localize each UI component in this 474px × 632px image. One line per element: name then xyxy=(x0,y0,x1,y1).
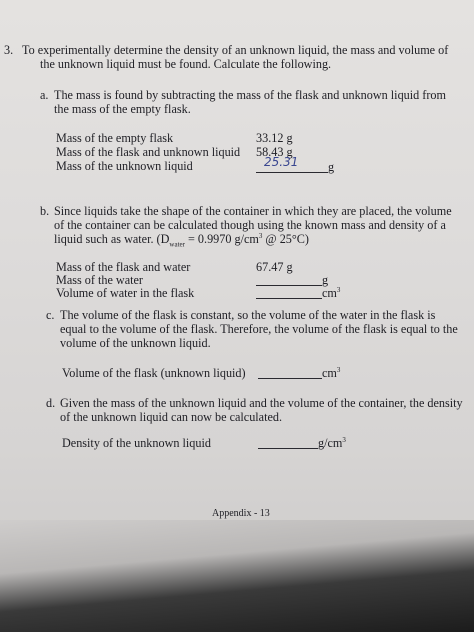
unit-water-mass: g xyxy=(322,273,329,287)
part-c-line3: volume of the unknown liquid. xyxy=(60,336,211,350)
part-b-line1: Since liquids take the shape of the container in which they are placed, the volume xyxy=(54,204,452,218)
part-d-line2: of the unknown liquid can now be calculated. xyxy=(60,410,283,424)
page-bottom-edge xyxy=(0,520,474,632)
handwritten-unknown-mass: 25.31 xyxy=(264,155,299,169)
page-footer: Appendix - 13 xyxy=(212,508,270,519)
question-intro-line1: To experimentally determine the density of an unknown liquid, the mass and volume of xyxy=(22,43,449,57)
part-b-line2: of the container can be calculated though using the known mass and density of a xyxy=(54,218,446,232)
part-b-letter: b. xyxy=(40,204,50,218)
part-c-line2: equal to the volume of the flask. Therefore, the volume of the flask is equal to the xyxy=(60,322,458,336)
question-intro-line2: the unknown liquid must be found. Calculate the following. xyxy=(40,57,332,71)
row-label-flask-unknown: Mass of the flask and unknown liquid xyxy=(56,145,241,159)
part-b-line3: liquid such as water. ($D_{water} = 0.9970$ $g/cm^3$ @ 25°C) xyxy=(54,231,309,249)
value-empty-flask: 33.12 g xyxy=(256,131,293,145)
part-c-letter: c. xyxy=(46,308,55,322)
row-label-empty-flask: Mass of the empty flask xyxy=(56,131,174,145)
unit-water-volume: $cm^3$ xyxy=(322,285,341,300)
part-c-line1: The volume of the flask is constant, so the volume of the water in the flask is xyxy=(60,308,436,322)
part-a-line2: the mass of the empty flask. xyxy=(54,102,191,116)
answer-blank-water-mass[interactable] xyxy=(256,273,322,286)
row-label-flask-volume: Volume of the flask (unknown liquid) xyxy=(62,366,246,380)
part-d-letter: d. xyxy=(46,396,56,410)
row-label-flask-water: Mass of the flask and water xyxy=(56,260,191,274)
value-flask-unknown: 58.43 g xyxy=(256,145,293,159)
row-label-unknown-liquid-mass: Mass of the unknown liquid xyxy=(56,159,193,173)
row-label-water-mass: Mass of the water xyxy=(56,273,143,287)
unit-density: $g/cm^3$ xyxy=(318,435,346,450)
unit-unknown-mass: g xyxy=(328,160,335,174)
answer-blank-water-volume[interactable] xyxy=(256,286,322,299)
value-flask-water: 67.47 g xyxy=(256,260,293,274)
unit-flask-volume: $cm^3$ xyxy=(322,365,341,380)
part-a-letter: a. xyxy=(40,88,49,102)
row-label-water-volume: Volume of water in the flask xyxy=(56,286,195,300)
part-a-line1: The mass is found by subtracting the mass of the flask and unknown liquid from xyxy=(54,88,446,102)
answer-blank-density[interactable] xyxy=(258,436,318,449)
part-d-line1: Given the mass of the unknown liquid and the volume of the container, the density xyxy=(60,396,463,410)
question-number: 3. xyxy=(4,43,14,57)
row-label-density: Density of the unknown liquid xyxy=(62,436,211,450)
answer-blank-flask-volume[interactable] xyxy=(258,366,322,379)
